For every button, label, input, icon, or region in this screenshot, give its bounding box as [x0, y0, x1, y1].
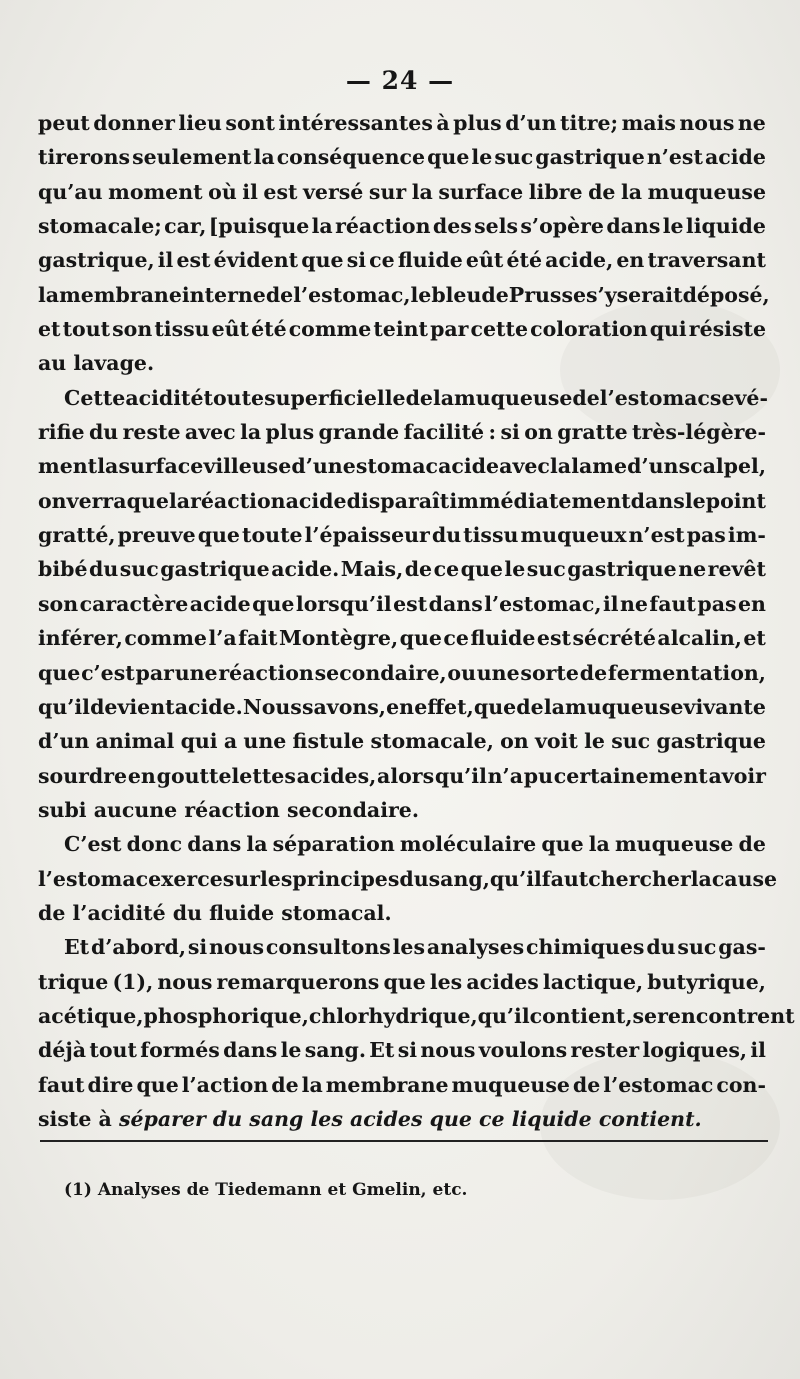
text-line: stomacale; car, [puisque la réaction des sels s’opère dans le liquide	[38, 214, 766, 239]
text-line: d’un animal qui a une fistule stomacale, on voit le suc gastrique	[38, 729, 766, 754]
text-line: trique (1), nous remarquerons que les acides lactique, butyrique,	[38, 969, 766, 994]
text-line: inférer, comme l’a fait Montègre, que ce fluide est sécrété alcalin, et	[38, 626, 766, 651]
text-line: faut dire que l’action de la membrane muqueuse de l’estomac con-	[38, 1072, 766, 1097]
text-line: gratté, preuve que toute l’épaisseur du tissu muqueux n’est pas im-	[38, 523, 766, 548]
text-line: subi aucune réaction secondaire.	[38, 797, 419, 822]
text-line: la membrane interne de l’estomac, le bleu de Prusse s’y serait déposé,	[38, 282, 770, 307]
text-line: au lavage.	[38, 351, 155, 376]
text-line: peut donner lieu sont intéressantes à plus d’un titre; mais nous ne	[38, 111, 766, 135]
text-line: rifie du reste avec la plus grande facilité : si on gratte très-légère-	[38, 420, 766, 445]
text-line: de l’acidité du fluide stomacal.	[38, 900, 392, 925]
text-line: acétique, phosphorique, chlorhydrique, qu’il contient, se rencontrent	[38, 1003, 795, 1028]
page-number: — 24 —	[345, 66, 455, 95]
text-line: Cette acidité toute superficielle de la muqueuse de l’estomac se vé-	[64, 385, 768, 410]
text-line: on verra que la réaction acide disparaît immédiatement dans le point	[38, 488, 766, 513]
text-line: sourdre en gouttelettes acides, alors qu’il n’a pu certainement avoir	[38, 763, 766, 788]
footnote-rule	[40, 1140, 768, 1142]
text-line: et tout son tissu eût été comme teint par cette coloration qui résiste	[38, 317, 766, 342]
text-line: que c’est par une réaction secondaire, ou une sorte de fermentation,	[38, 660, 766, 685]
text-line: siste à séparer du sang les acides que ce liquide contient.	[38, 1106, 702, 1131]
footnote: (1) Analyses de Tiedemann et Gmelin, etc.	[64, 1180, 468, 1200]
text-line: Et d’abord, si nous consultons les analyses chimiques du suc gas-	[64, 935, 766, 960]
text-line: bibé du suc gastrique acide. Mais, de ce que le suc gastrique ne revêt	[38, 557, 766, 582]
text-line: qu’au moment où il est versé sur la surface libre de la muqueuse	[38, 179, 766, 204]
text-line: ment la surface villeuse d’un estomac acide avec la lame d’un scalpel,	[38, 454, 766, 479]
text-line: déjà tout formés dans le sang. Et si nous voulons rester logiques, il	[38, 1038, 766, 1063]
text-line: tirerons seulement la conséquence que le suc gastrique n’est acide	[38, 145, 766, 170]
text-line: C’est donc dans la séparation moléculaire que la muqueuse de	[64, 832, 766, 857]
text-line: l’estomac exerce sur les principes du sang, qu’il faut chercher la cause	[38, 866, 778, 891]
text-line: gastrique, il est évident que si ce fluide eût été acide, en traversant	[38, 248, 766, 273]
text-line: qu’il devient acide. Nous savons, en effet, que de la muqueuse vivante	[38, 694, 766, 719]
body-text	[38, 106, 795, 1136]
text-line: son caractère acide que lorsqu’il est dans l’estomac, il ne faut pas en	[38, 591, 766, 616]
